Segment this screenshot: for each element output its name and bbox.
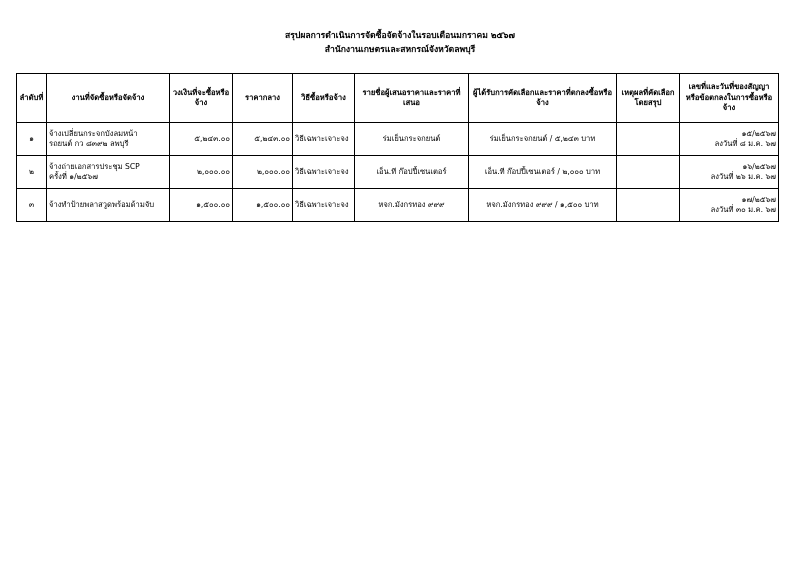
header-no: ลำดับที่ xyxy=(17,74,47,123)
row-contract-date: ลงวันที่ ๓๐ ม.ค. ๖๗ xyxy=(710,205,776,214)
row-median-price: ๕,๒๔๓.๐๐ xyxy=(233,123,293,156)
row-task-line2: รถยนต์ กว ๘๓๙๒ ลพบุรี xyxy=(49,139,129,148)
row-method: วิธีเฉพาะเจาะจง xyxy=(293,123,355,156)
table-row xyxy=(17,156,779,189)
row-task-line1: จ้างเปลี่ยนกระจกบังลมหน้า xyxy=(49,128,138,138)
header-selected: ผู้ได้รับการคัดเลือกและราคาที่ตกลงซื้อหรือจ้าง xyxy=(469,74,617,123)
table-row xyxy=(17,123,779,156)
header-budget: วงเงินที่จะซื้อหรือจ้าง xyxy=(170,74,233,123)
row-budget: ๕,๒๔๓.๐๐ xyxy=(170,123,233,156)
row-task xyxy=(47,123,170,156)
row-method: วิธีเฉพาะเจาะจง xyxy=(293,189,355,222)
row-contract-date: ลงวันที่ ๒๖ ม.ค. ๖๗ xyxy=(710,172,776,181)
row-no: ๓ xyxy=(17,189,47,222)
header-bidders: รายชื่อผู้เสนอราคาและราคาที่เสนอ xyxy=(355,74,469,123)
header-reason: เหตุผลที่คัดเลือกโดยสรุป xyxy=(617,74,680,123)
document-subtitle: สำนักงานเกษตรและสหกรณ์จังหวัดลพบุรี xyxy=(324,45,476,55)
row-budget: ๑,๕๐๐.๐๐ xyxy=(170,189,233,222)
row-contract-no: ๑๕/๒๕๖๗ xyxy=(741,128,776,138)
row-contract-no: ๑๖/๒๕๖๗ xyxy=(742,161,776,171)
table-row xyxy=(17,189,779,222)
header-method: วิธีซื้อหรือจ้าง xyxy=(293,74,355,123)
table-header-row xyxy=(17,74,779,123)
row-no: ๒ xyxy=(17,156,47,189)
row-task-line2: ครั้งที่ ๑/๒๕๖๗ xyxy=(49,172,98,181)
header-contract: เลขที่และวันที่ของสัญญาหรือข้อตกลงในการซื้อหรือจ้าง xyxy=(680,74,779,123)
row-selected: หจก.มังกรทอง ๙๙๙ / ๑,๕๐๐ บาท xyxy=(469,189,617,222)
header-task: งานที่จัดซื้อหรือจัดจ้าง xyxy=(47,74,170,123)
header-median-price: ราคากลาง xyxy=(233,74,293,123)
row-median-price: ๑,๕๐๐.๐๐ xyxy=(233,189,293,222)
row-contract-date: ลงวันที่ ๘ ม.ค. ๖๗ xyxy=(714,139,776,148)
row-task xyxy=(47,189,170,222)
document-title: สรุปผลการดำเนินการจัดซื้อจัดจ้างในรอบเดือนมกราคม ๒๕๖๗ xyxy=(285,31,515,41)
row-bidders: หจก.มังกรทอง ๙๙๙ xyxy=(355,189,469,222)
row-contract xyxy=(680,123,779,156)
row-budget: ๒,๐๐๐.๐๐ xyxy=(170,156,233,189)
row-bidders: เอ็น.ที ก๊อปปี้เซนเตอร์ xyxy=(355,156,469,189)
row-method: วิธีเฉพาะเจาะจง xyxy=(293,156,355,189)
procurement-table xyxy=(16,73,779,222)
row-bidders: ร่มเย็นกระจกยนต์ xyxy=(355,123,469,156)
row-contract xyxy=(680,156,779,189)
row-selected: ร่มเย็นกระจกยนต์ / ๕,๒๔๓ บาท xyxy=(469,123,617,156)
row-contract xyxy=(680,189,779,222)
row-reason xyxy=(617,123,680,156)
row-task xyxy=(47,156,170,189)
row-contract-no: ๑๗/๒๕๖๗ xyxy=(741,194,776,204)
row-reason xyxy=(617,156,680,189)
row-selected: เอ็น.ที ก๊อปปี้เซนเตอร์ / ๒,๐๐๐ บาท xyxy=(469,156,617,189)
row-no: ๑ xyxy=(17,123,47,156)
row-task-line1: จ้างถ่ายเอกสารประชุม SCP xyxy=(49,161,140,171)
row-task-line1: จ้างทำป้ายพลาสวูดพร้อมด้ามจับ xyxy=(49,199,155,209)
row-median-price: ๒,๐๐๐.๐๐ xyxy=(233,156,293,189)
row-reason xyxy=(617,189,680,222)
